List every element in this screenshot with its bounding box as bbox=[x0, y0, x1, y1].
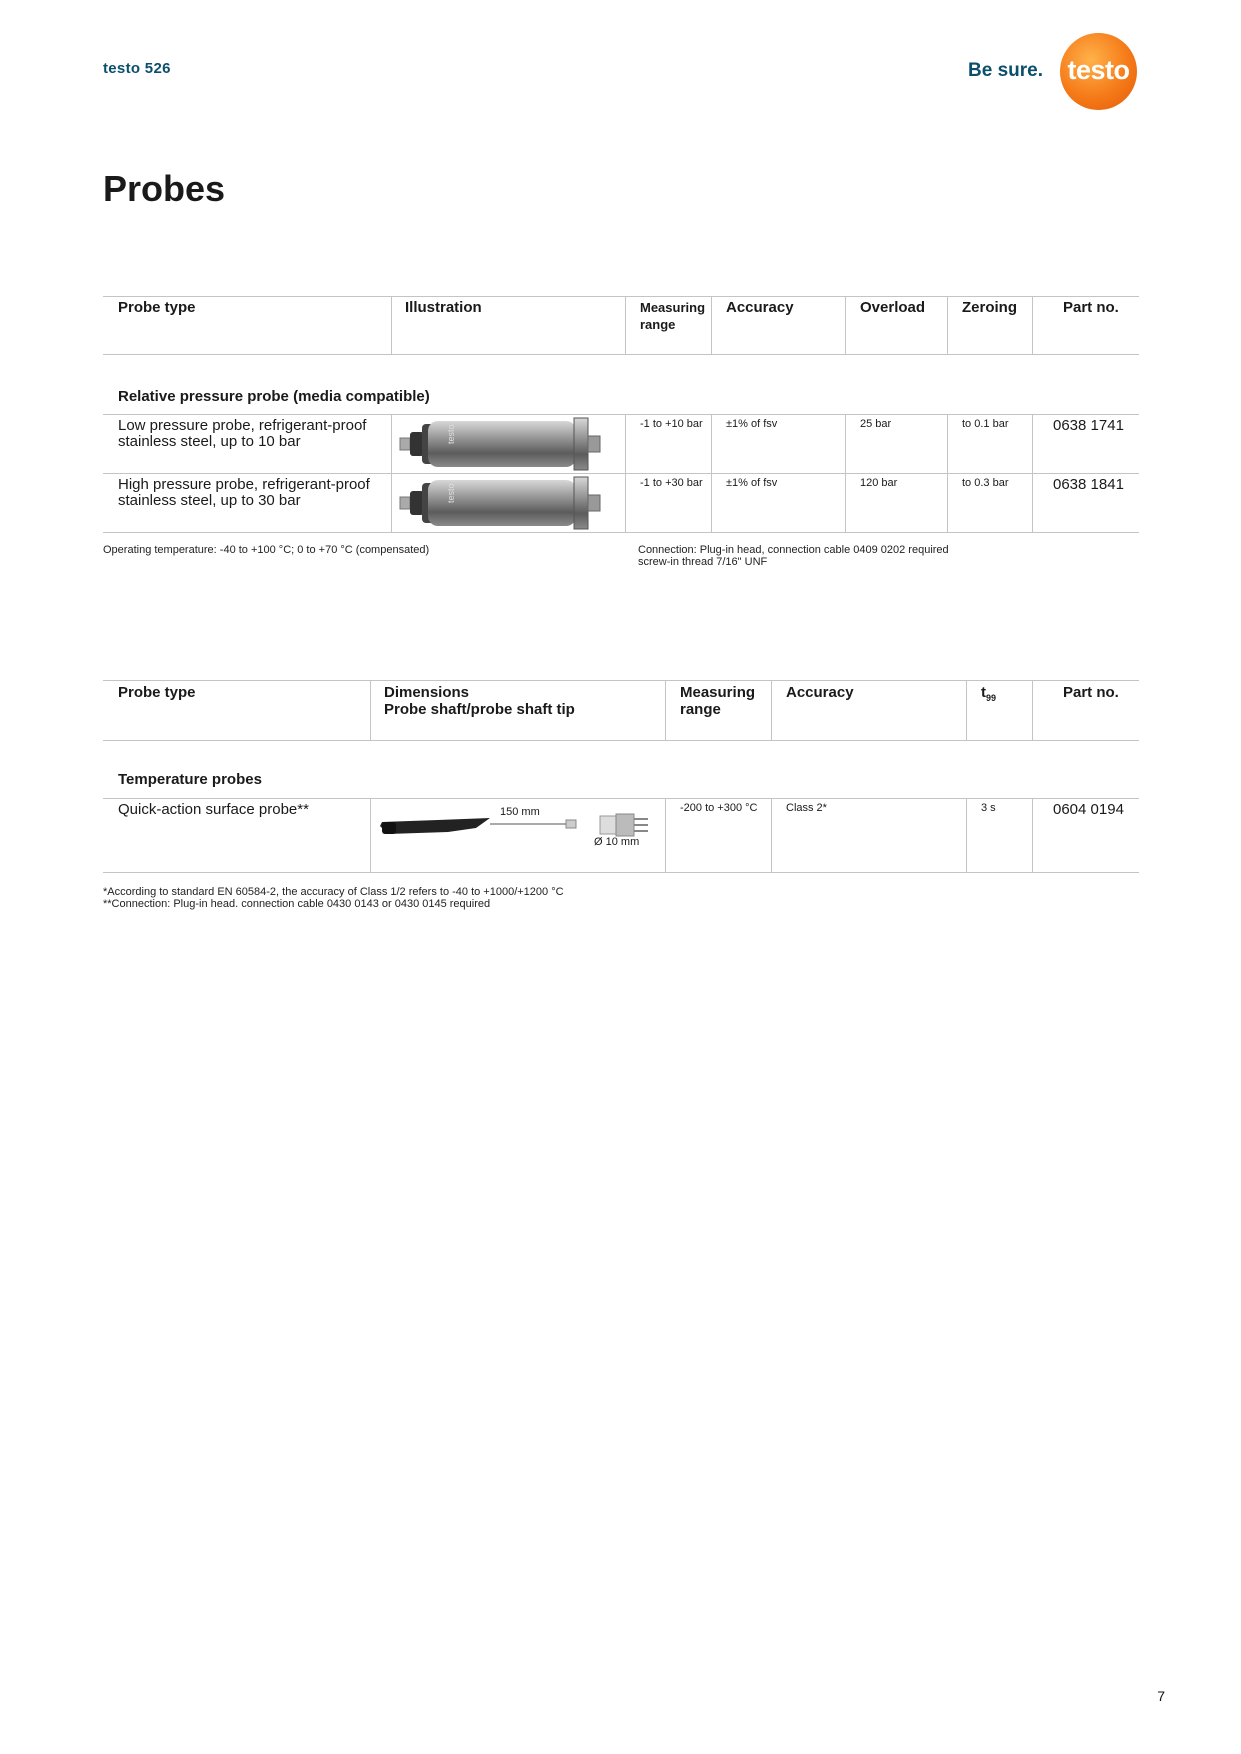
column-divider bbox=[845, 296, 846, 354]
table-rule bbox=[103, 354, 1139, 355]
column-divider bbox=[966, 798, 967, 872]
table-rule bbox=[103, 532, 1139, 533]
column-divider bbox=[625, 414, 626, 532]
accuracy: ±1% of fsv bbox=[726, 477, 778, 489]
measuring-range: -1 to +30 bar bbox=[640, 477, 703, 489]
zeroing: to 0.3 bar bbox=[962, 477, 1009, 489]
header-dimensions: Dimensions bbox=[384, 684, 470, 701]
table-rule bbox=[103, 740, 1139, 741]
column-divider bbox=[665, 798, 666, 872]
page-number: 7 bbox=[1157, 1688, 1165, 1704]
header-t99 bbox=[981, 684, 996, 707]
column-divider bbox=[370, 680, 371, 740]
column-divider bbox=[771, 798, 772, 872]
column-divider bbox=[947, 296, 948, 354]
overload: 120 bar bbox=[860, 477, 898, 489]
length-label: 150 mm bbox=[500, 806, 540, 818]
header-measuring-range: Measuring bbox=[680, 684, 756, 701]
header-part-no: Part no. bbox=[1063, 299, 1119, 316]
t99: 3 s bbox=[981, 802, 996, 814]
header-illustration: Illustration bbox=[405, 299, 482, 316]
measuring-range: -1 to +10 bar bbox=[640, 418, 703, 430]
column-divider bbox=[771, 680, 772, 740]
pressure-probe-icon bbox=[398, 475, 603, 531]
column-divider bbox=[947, 414, 948, 532]
testo-logo bbox=[1060, 33, 1137, 110]
pressure-probe-icon bbox=[398, 416, 603, 472]
column-divider bbox=[1032, 798, 1033, 872]
header-accuracy: Accuracy bbox=[786, 684, 854, 701]
column-divider bbox=[1032, 296, 1033, 354]
probe-type: Quick-action surface probe** bbox=[118, 801, 309, 818]
product-name: testo 526 bbox=[103, 60, 171, 77]
svg-text:testo: testo bbox=[446, 424, 456, 444]
header-measuring-range: Measuring range bbox=[640, 300, 706, 332]
table-rule bbox=[103, 872, 1139, 873]
footnote-connection: **Connection: Plug-in head. connection cable 0430 0143 or 0430 0145 required bbox=[103, 898, 491, 910]
zeroing: to 0.1 bar bbox=[962, 418, 1009, 430]
header-zeroing: Zeroing bbox=[962, 299, 1017, 316]
column-divider bbox=[665, 680, 666, 740]
table-rule bbox=[103, 296, 1139, 297]
column-divider bbox=[966, 680, 967, 740]
diameter-label: Ø 10 mm bbox=[594, 836, 640, 848]
table-rule bbox=[103, 680, 1139, 681]
operating-temperature-note: Operating temperature: -40 to +100 °C; 0 to +70 °C (compensated) bbox=[103, 544, 430, 556]
accuracy: Class 2* bbox=[786, 802, 827, 814]
t99-subscript: 99 bbox=[986, 693, 997, 703]
tagline: Be sure. bbox=[968, 60, 1043, 81]
overload: 25 bar bbox=[860, 418, 892, 430]
column-divider bbox=[391, 414, 392, 532]
column-divider bbox=[391, 296, 392, 354]
table-rule bbox=[103, 473, 1139, 474]
table-rule bbox=[103, 414, 1139, 415]
part-no: 0638 1741 bbox=[1053, 417, 1124, 434]
header-part-no: Part no. bbox=[1063, 684, 1119, 701]
header-accuracy: Accuracy bbox=[726, 299, 794, 316]
table-rule bbox=[103, 798, 1139, 799]
section-title: Relative pressure probe (media compatible) bbox=[118, 388, 430, 405]
probe-type: High pressure probe, refrigerant-proof stainless steel, up to 30 bar bbox=[118, 476, 370, 509]
column-divider bbox=[711, 414, 712, 532]
thread-note: screw-in thread 7/16" UNF bbox=[638, 556, 768, 568]
header-probe-type: Probe type bbox=[118, 684, 196, 701]
svg-text:testo: testo bbox=[446, 483, 456, 503]
column-divider bbox=[625, 296, 626, 354]
page-title: Probes bbox=[103, 168, 226, 209]
connection-note: Connection: Plug-in head, connection cable 0409 0202 required bbox=[638, 544, 949, 556]
t99-label: t bbox=[981, 684, 986, 701]
header-overload: Overload bbox=[860, 299, 926, 316]
probe-type: Low pressure probe, refrigerant-proof stainless steel, up to 10 bar bbox=[118, 417, 367, 450]
section-title: Temperature probes bbox=[118, 771, 262, 788]
footnote-accuracy: *According to standard EN 60584-2, the accuracy of Class 1/2 refers to -40 to +1000/+1200 °C bbox=[103, 886, 564, 898]
column-divider bbox=[845, 414, 846, 532]
accuracy: ±1% of fsv bbox=[726, 418, 778, 430]
part-no: 0604 0194 bbox=[1053, 801, 1124, 818]
header-dimensions-detail: Probe shaft/probe shaft tip bbox=[384, 701, 575, 718]
column-divider bbox=[370, 798, 371, 872]
header-probe-type: Probe type bbox=[118, 299, 196, 316]
header-measuring-range-2: range bbox=[680, 701, 721, 718]
logo-text: testo bbox=[1067, 55, 1130, 85]
column-divider bbox=[1032, 414, 1033, 532]
part-no: 0638 1841 bbox=[1053, 476, 1124, 493]
column-divider bbox=[1032, 680, 1033, 740]
measuring-range: -200 to +300 °C bbox=[680, 802, 758, 814]
